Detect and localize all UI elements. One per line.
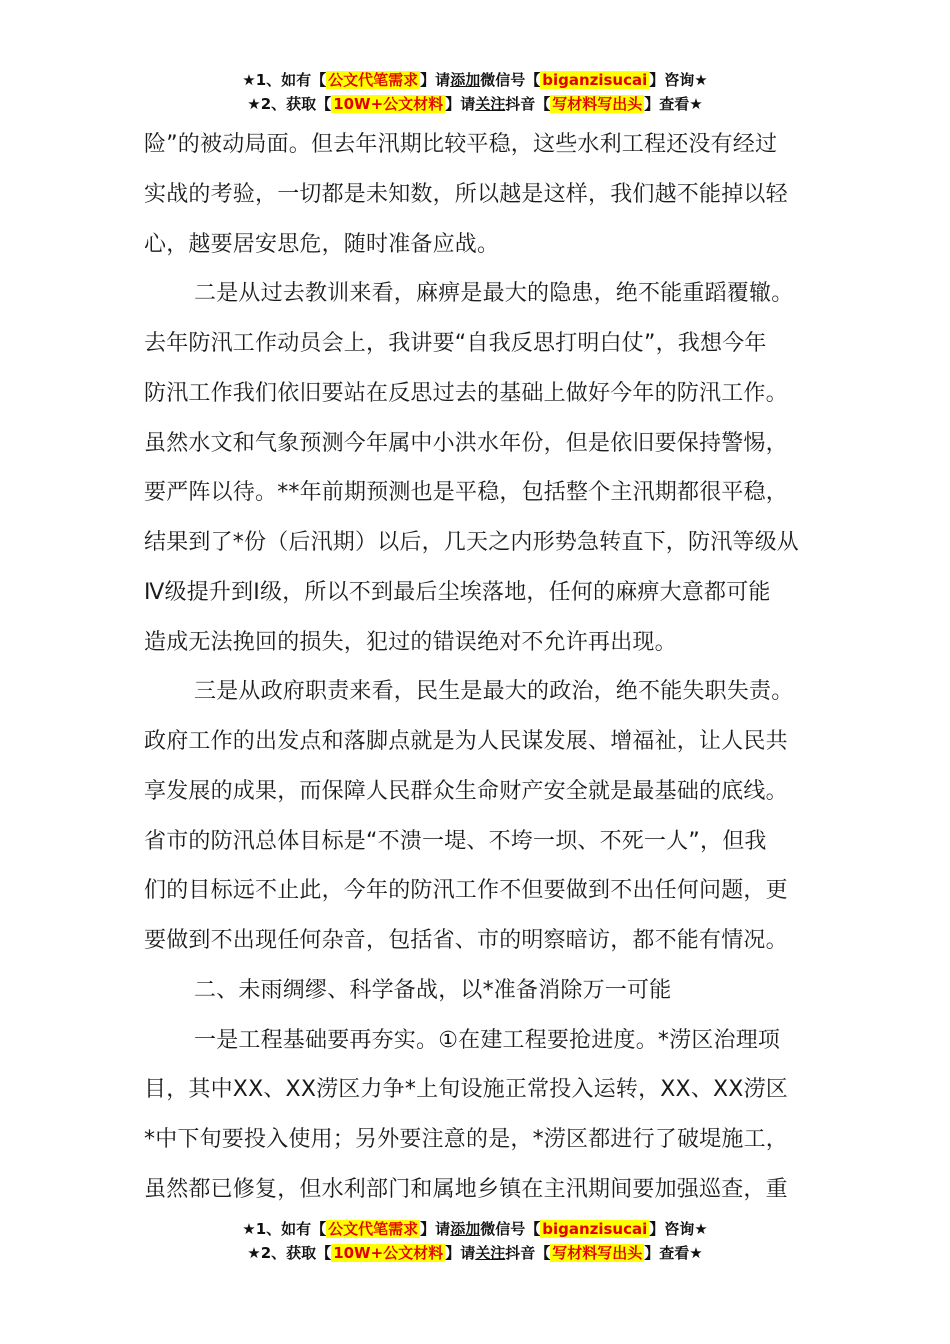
footer-banner bbox=[0, 1217, 950, 1265]
body-line: 们的目标远不止此，今年的防汛工作不但要做到不出任何问题，更 bbox=[144, 878, 788, 904]
body-line: 结果到了*份（后汛期）以后，几天之内形势急转直下，防汛等级从 bbox=[144, 530, 800, 555]
body-line: *中下旬要投入使用；另外要注意的是，*涝区都进行了破堤施工， bbox=[144, 1127, 789, 1152]
section-heading: 二、未雨绸缪、科学备战，以*准备消除万一可能 bbox=[194, 977, 672, 1003]
document-body bbox=[144, 120, 810, 1215]
banner-text: 微信号【 bbox=[480, 1220, 541, 1238]
banner-highlight: 写材料写出头 bbox=[552, 95, 643, 113]
banner-highlight: 写材料写出头 bbox=[552, 1244, 643, 1262]
banner-emphasis: 关注 bbox=[475, 1244, 506, 1262]
banner-text: 】咨询★ bbox=[649, 1220, 708, 1238]
body-line: 要严阵以待。**年前期预测也是平稳，包括整个主汛期都很平稳， bbox=[144, 480, 789, 506]
banner-text: 】咨询★ bbox=[649, 71, 708, 89]
banner-highlight: 10W+公文材料 bbox=[333, 1244, 444, 1262]
banner-text: 】请 bbox=[445, 1244, 476, 1262]
body-line: 要做到不出现任何杂音，包括省、市的明察暗访，都不能有情况。 bbox=[144, 928, 788, 953]
banner-highlight: 10W+公文材料 bbox=[333, 95, 444, 113]
body-line: 造成无法挽回的损失，犯过的错误绝对不允许再出现。 bbox=[144, 629, 677, 655]
banner-emphasis: 添加 bbox=[450, 71, 481, 89]
banner-line-2 bbox=[0, 92, 950, 116]
banner-highlight: biganzisucai bbox=[542, 1220, 648, 1238]
banner-line-1 bbox=[0, 68, 950, 92]
body-line: 去年防汛工作动员会上，我讲要“自我反思打明白仗”，我想今年 bbox=[144, 331, 767, 356]
body-line: 实战的考验，一切都是未知数，所以越是这样，我们越不能掉以轻 bbox=[144, 181, 788, 207]
paragraph-start: 二是从过去教训来看，麻痹是最大的隐患，绝不能重蹈覆辙。 bbox=[194, 281, 794, 307]
body-line: 享发展的成果，而保障人民群众生命财产安全就是最基础的底线。 bbox=[144, 778, 788, 804]
banner-text: ★1、如有【 bbox=[242, 71, 327, 89]
banner-text: 】请 bbox=[420, 1220, 451, 1238]
banner-line-2 bbox=[0, 1241, 950, 1265]
body-line: 虽然都已修复，但水利部门和属地乡镇在主汛期间要加强巡查，重 bbox=[144, 1176, 788, 1202]
banner-text: ★2、获取【 bbox=[247, 95, 332, 113]
banner-highlight: 公文代笔需求 bbox=[328, 71, 419, 89]
banner-text: ★1、如有【 bbox=[242, 1220, 327, 1238]
body-line: 险”的被动局面。但去年汛期比较平稳，这些水利工程还没有经过 bbox=[144, 132, 778, 157]
paragraph-start: 三是从政府职责来看，民生是最大的政治，绝不能失职失责。 bbox=[194, 679, 794, 705]
body-line: 目，其中XX、XX涝区力争*上旬设施正常投入运转，XX、XX涝区 bbox=[144, 1077, 788, 1103]
body-line: 虽然水文和气象预测今年属中小洪水年份，但是依旧要保持警惕， bbox=[144, 430, 788, 456]
banner-text: 抖音【 bbox=[505, 1244, 551, 1262]
header-banner bbox=[0, 68, 950, 116]
body-line: 省市的防汛总体目标是“不溃一堤、不垮一坝、不死一人”，但我 bbox=[144, 828, 767, 854]
banner-highlight: biganzisucai bbox=[542, 71, 648, 89]
banner-text: 】请 bbox=[445, 95, 476, 113]
banner-emphasis: 添加 bbox=[450, 1220, 481, 1238]
banner-text: 】请 bbox=[420, 71, 451, 89]
banner-text: 】查看★ bbox=[644, 95, 703, 113]
banner-emphasis: 关注 bbox=[475, 95, 506, 113]
banner-highlight: 公文代笔需求 bbox=[328, 1220, 419, 1238]
banner-text: 抖音【 bbox=[505, 95, 551, 113]
banner-text: ★2、获取【 bbox=[247, 1244, 332, 1262]
body-line: 防汛工作我们依旧要站在反思过去的基础上做好今年的防汛工作。 bbox=[144, 380, 788, 406]
paragraph-start: 一是工程基础要再夯实。①在建工程要抢进度。*涝区治理项 bbox=[194, 1027, 781, 1053]
banner-text: 微信号【 bbox=[480, 71, 541, 89]
banner-text: 】查看★ bbox=[644, 1244, 703, 1262]
banner-line-1 bbox=[0, 1217, 950, 1241]
body-line: 政府工作的出发点和落脚点就是为人民谋发展、增福祉，让人民共 bbox=[144, 729, 788, 754]
body-line: Ⅳ级提升到Ⅰ级，所以不到最后尘埃落地，任何的麻痹大意都可能 bbox=[144, 579, 771, 605]
body-line: 心，越要居安思危，随时准备应战。 bbox=[144, 231, 500, 257]
